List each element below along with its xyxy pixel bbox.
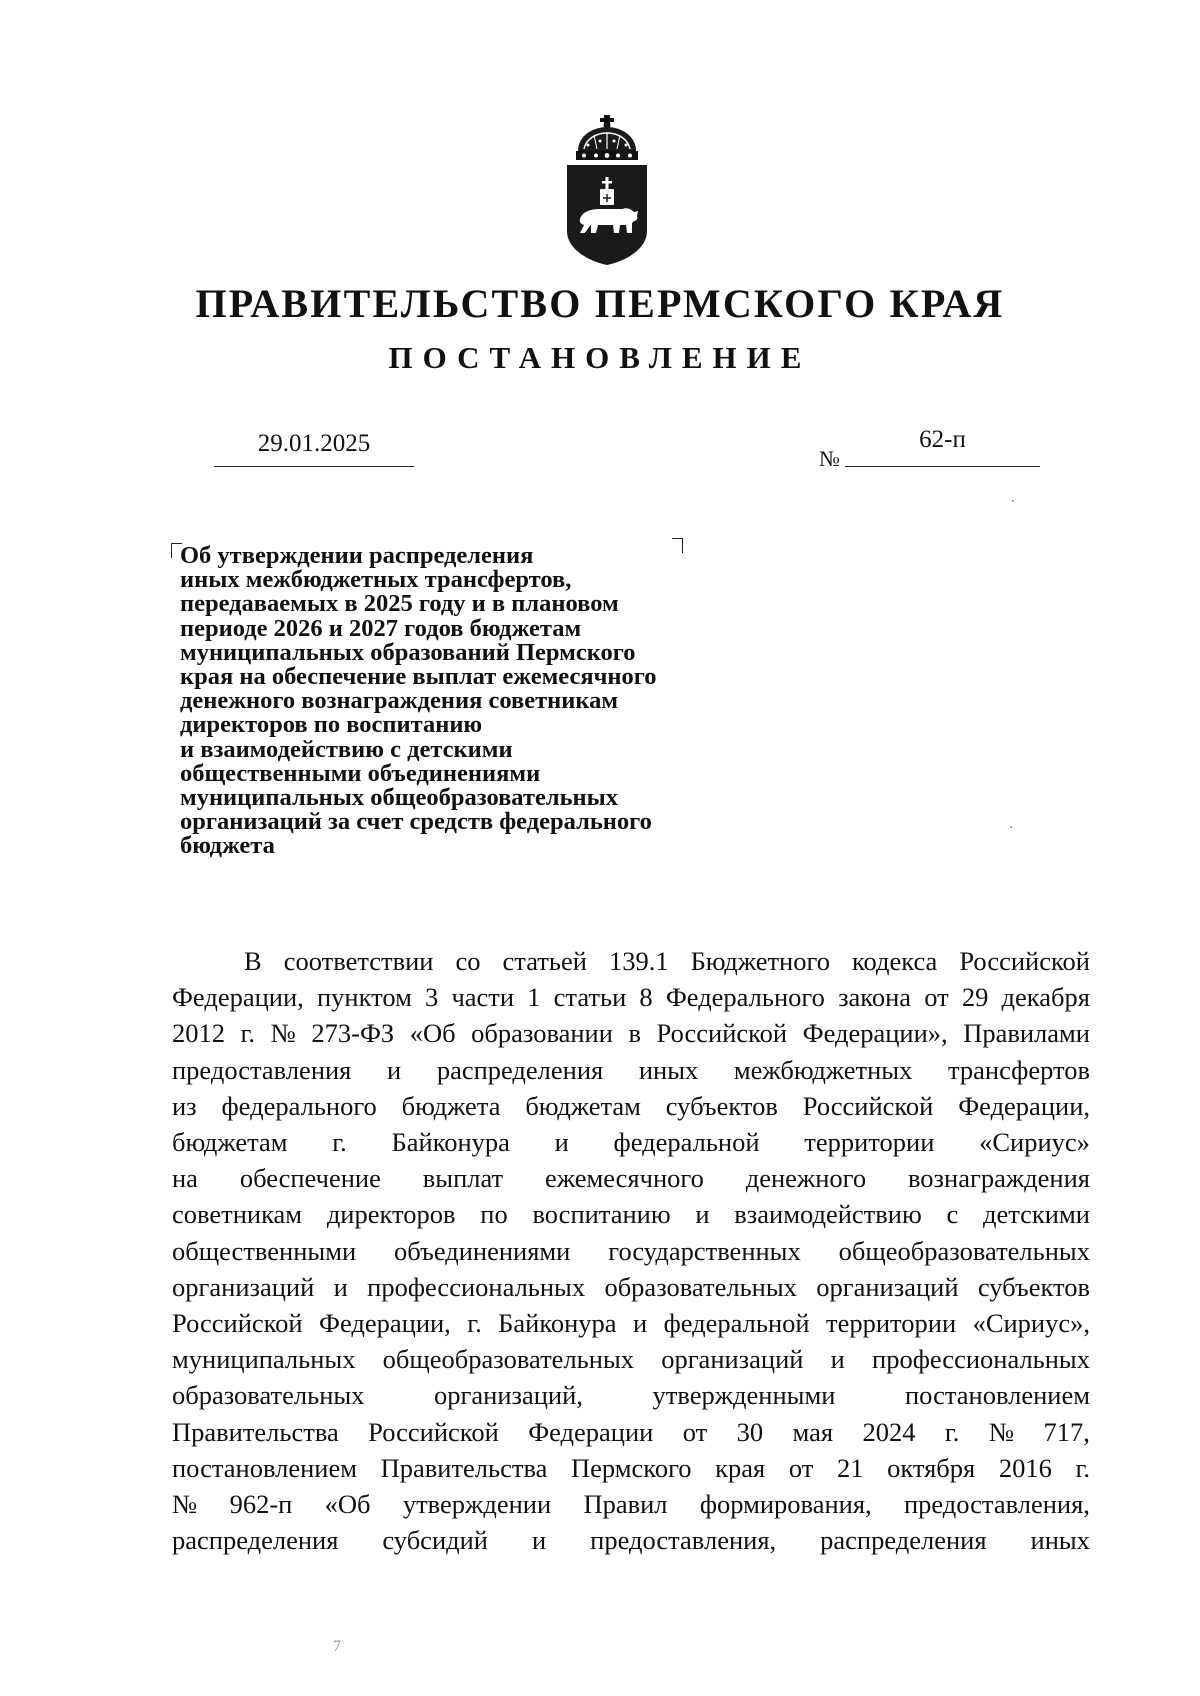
body-word: 139.1 [608,946,669,976]
body-word: от [788,1452,814,1483]
scan-speck [1010,826,1012,828]
body-word: «Сириус» [979,1127,1090,1158]
body-word: федеральной [613,1127,760,1158]
body-word: «Сириус», [972,1308,1090,1339]
body-word: образовании [471,1018,613,1049]
body-word: от [682,1416,708,1447]
body-word: Российской [172,1308,303,1339]
body-word: Российской [656,1018,788,1049]
body-word: соответствии [283,946,434,976]
body-word: 2024 [862,1416,916,1447]
body-word: иных [638,1054,699,1085]
body-word: и [387,1054,402,1085]
body-word: организаций, [434,1380,583,1411]
body-word: обеспечение [239,1163,381,1194]
body-word: утверждении [402,1489,552,1520]
body-line [172,1196,1090,1232]
body-line [172,1341,1090,1377]
date-underline [214,466,414,467]
body-word: и [531,1525,547,1556]
body-word: организаций [661,1344,804,1375]
body-word: 2016 [998,1452,1052,1483]
body-word: Правил [583,1489,668,1520]
scan-speck [1012,500,1014,502]
body-word: директоров [326,1199,456,1230]
body-word: организаций [172,1271,315,1302]
body-word: В [244,946,262,976]
body-word: г. [944,1416,960,1447]
body-line [172,1233,1090,1269]
subject-line: директоров по воспитанию [180,711,483,739]
document-subject [180,544,750,859]
body-word: и [695,1199,710,1230]
subject-line: общественными объединениями [180,759,541,787]
body-word: с [946,1199,959,1230]
body-word: и [830,1344,845,1375]
body-word: трансфертов [947,1054,1090,1085]
body-word: на [172,1163,198,1194]
body-word: Федерации, [319,1308,451,1339]
body-word: № [270,1018,296,1049]
body-word: статьи [553,982,627,1013]
body-word: 30 [736,1416,764,1447]
body-word: иных [1030,1525,1090,1556]
body-line [172,1486,1090,1522]
body-line [172,1160,1090,1196]
body-word: взаимодействию [734,1199,922,1230]
body-word: Федерации, [958,1090,1090,1121]
gospel-cross-icon [600,177,614,205]
body-word: постановлением [905,1380,1090,1411]
body-line [172,943,1090,979]
body-word: 2012 [172,1018,225,1049]
body-word: Байконура [391,1127,510,1158]
subject-line: муниципальных образований Пермского [180,638,636,666]
subject-line: организаций за счет средств федерального [180,808,652,836]
body-line [172,1052,1090,1088]
organization-title: ПРАВИТЕЛЬСТВО ПЕРМСКОГО КРАЯ [195,281,1005,326]
body-word: муниципальных [172,1344,356,1375]
subject-line: и взаимодействию с детскими [180,735,513,763]
body-word: в [628,1018,641,1049]
body-word: г. [332,1127,347,1158]
number-label: № [819,446,840,471]
body-word: Правительства [380,1452,548,1483]
body-word: общеобразовательных [382,1344,634,1375]
body-line [172,979,1090,1015]
body-word: бюджетам [525,1090,641,1121]
body-word: общественными [172,1235,357,1266]
body-word: кодекса [851,946,938,976]
document-number: 62-п [919,426,966,453]
body-word: организаций [816,1271,959,1302]
body-word: Бюджетного [690,946,830,976]
body-word: территории [826,1308,957,1339]
body-word: выплат [422,1163,504,1194]
body-word: статьей [502,946,587,976]
body-word: из [172,1090,197,1121]
body-word: советникам [172,1199,303,1230]
body-word: пунктом [316,982,412,1013]
body-word: распределения [172,1525,339,1556]
body-word: г. [467,1308,482,1339]
scan-mark: 7 [333,1638,341,1655]
body-line [172,1269,1090,1305]
body-word: от [924,982,949,1013]
body-word: мая [792,1416,834,1447]
body-word: Федерального [665,982,825,1013]
body-word: субъектов [665,1090,778,1121]
body-word: 717, [1043,1416,1090,1447]
subject-line: передаваемых в 2025 году и в плановом [180,590,619,618]
subject-line: муниципальных общеобразовательных [180,784,619,812]
body-word: № [172,1489,198,1520]
subject-line: края на обеспечение выплат ежемесячного [180,663,657,691]
subject-line: денежного вознаграждения советникам [180,687,619,715]
body-paragraph [172,943,1090,1558]
body-word: 273-ФЗ [311,1018,395,1049]
body-word: государственных [608,1235,801,1266]
body-word: образовательных [604,1271,797,1302]
body-word: № [988,1416,1015,1447]
body-word: субсидий [382,1525,488,1556]
body-word: территории [804,1127,935,1158]
document-type-title: ПОСТАНОВЛЕНИЕ [388,340,812,375]
body-word: ежемесячного [545,1163,704,1194]
body-word: 29 [961,982,989,1013]
subject-line: периоде 2026 и 2027 годов бюджетам [180,614,582,642]
body-word: Правительства [172,1416,339,1447]
body-word: субъектов [977,1271,1090,1302]
crown-icon [576,115,638,160]
body-word: 3 [425,982,439,1013]
body-word: закона [838,982,912,1013]
subject-line: иных межбюджетных трансфертов, [180,566,572,594]
body-word: денежного [745,1163,867,1194]
body-line [172,1522,1090,1558]
subject-line: бюджета [180,832,275,860]
body-word: Правилами [963,1018,1090,1049]
body-word: бюджетам [172,1127,288,1158]
body-line [172,1305,1090,1341]
body-word: края [715,1452,766,1483]
body-word: октября [887,1452,976,1483]
body-word: постановлением [172,1452,357,1483]
body-word: Пермского [571,1452,692,1483]
body-word: предоставления, [590,1525,777,1556]
body-word: вознаграждения [907,1163,1090,1194]
body-word: по [480,1199,508,1230]
body-word: объединениями [394,1235,571,1266]
body-word: формирования, [699,1489,872,1520]
body-line [172,1414,1090,1450]
body-word: межбюджетных [733,1054,913,1085]
body-word: 21 [836,1452,864,1483]
body-word: профессиональных [367,1271,586,1302]
body-word: «Об [409,1018,456,1049]
body-word: общеобразовательных [838,1235,1090,1266]
subject-line: Об утверждении распределения [180,542,534,569]
body-word: Российской [959,946,1090,976]
body-line [172,1015,1090,1051]
body-word: Российской [368,1416,499,1447]
body-word: детскими [982,1199,1090,1230]
body-word: федерального [221,1090,377,1121]
body-word: г. [1075,1452,1090,1483]
body-word: Федерации», [802,1018,948,1049]
body-word: Российской [802,1090,934,1121]
body-word: и [333,1271,348,1302]
body-word: части [451,982,515,1013]
body-word: 1 [527,982,541,1013]
body-word: декабря [1001,982,1090,1013]
body-line [172,1450,1090,1486]
body-word: 8 [639,982,653,1013]
perm-krai-coat-of-arms-icon [564,115,650,265]
body-word: 962-п [229,1489,293,1520]
body-word: предоставления, [903,1489,1090,1520]
body-line [172,1377,1090,1413]
body-word: и [632,1308,648,1339]
body-word: распределения [436,1054,604,1085]
document-date: 29.01.2025 [257,430,371,457]
body-word: распределения [820,1525,987,1556]
body-word: бюджета [401,1090,501,1121]
body-line [172,1088,1090,1124]
body-word: «Об [324,1489,371,1520]
body-word: Байконура [498,1308,617,1339]
body-word: воспитанию [532,1199,671,1230]
body-word: и [554,1127,569,1158]
body-line [172,1124,1090,1160]
body-word: образовательных [172,1380,365,1411]
body-word: со [455,946,481,976]
body-word: предоставления [172,1054,352,1085]
body-word: г. [240,1018,256,1049]
body-word: профессиональных [872,1344,1090,1375]
number-underline [845,466,1040,467]
body-word: Федерации, [172,982,304,1013]
body-word: федеральной [663,1308,810,1339]
body-word: Федерации [528,1416,654,1447]
body-word: утвержденными [652,1380,836,1411]
